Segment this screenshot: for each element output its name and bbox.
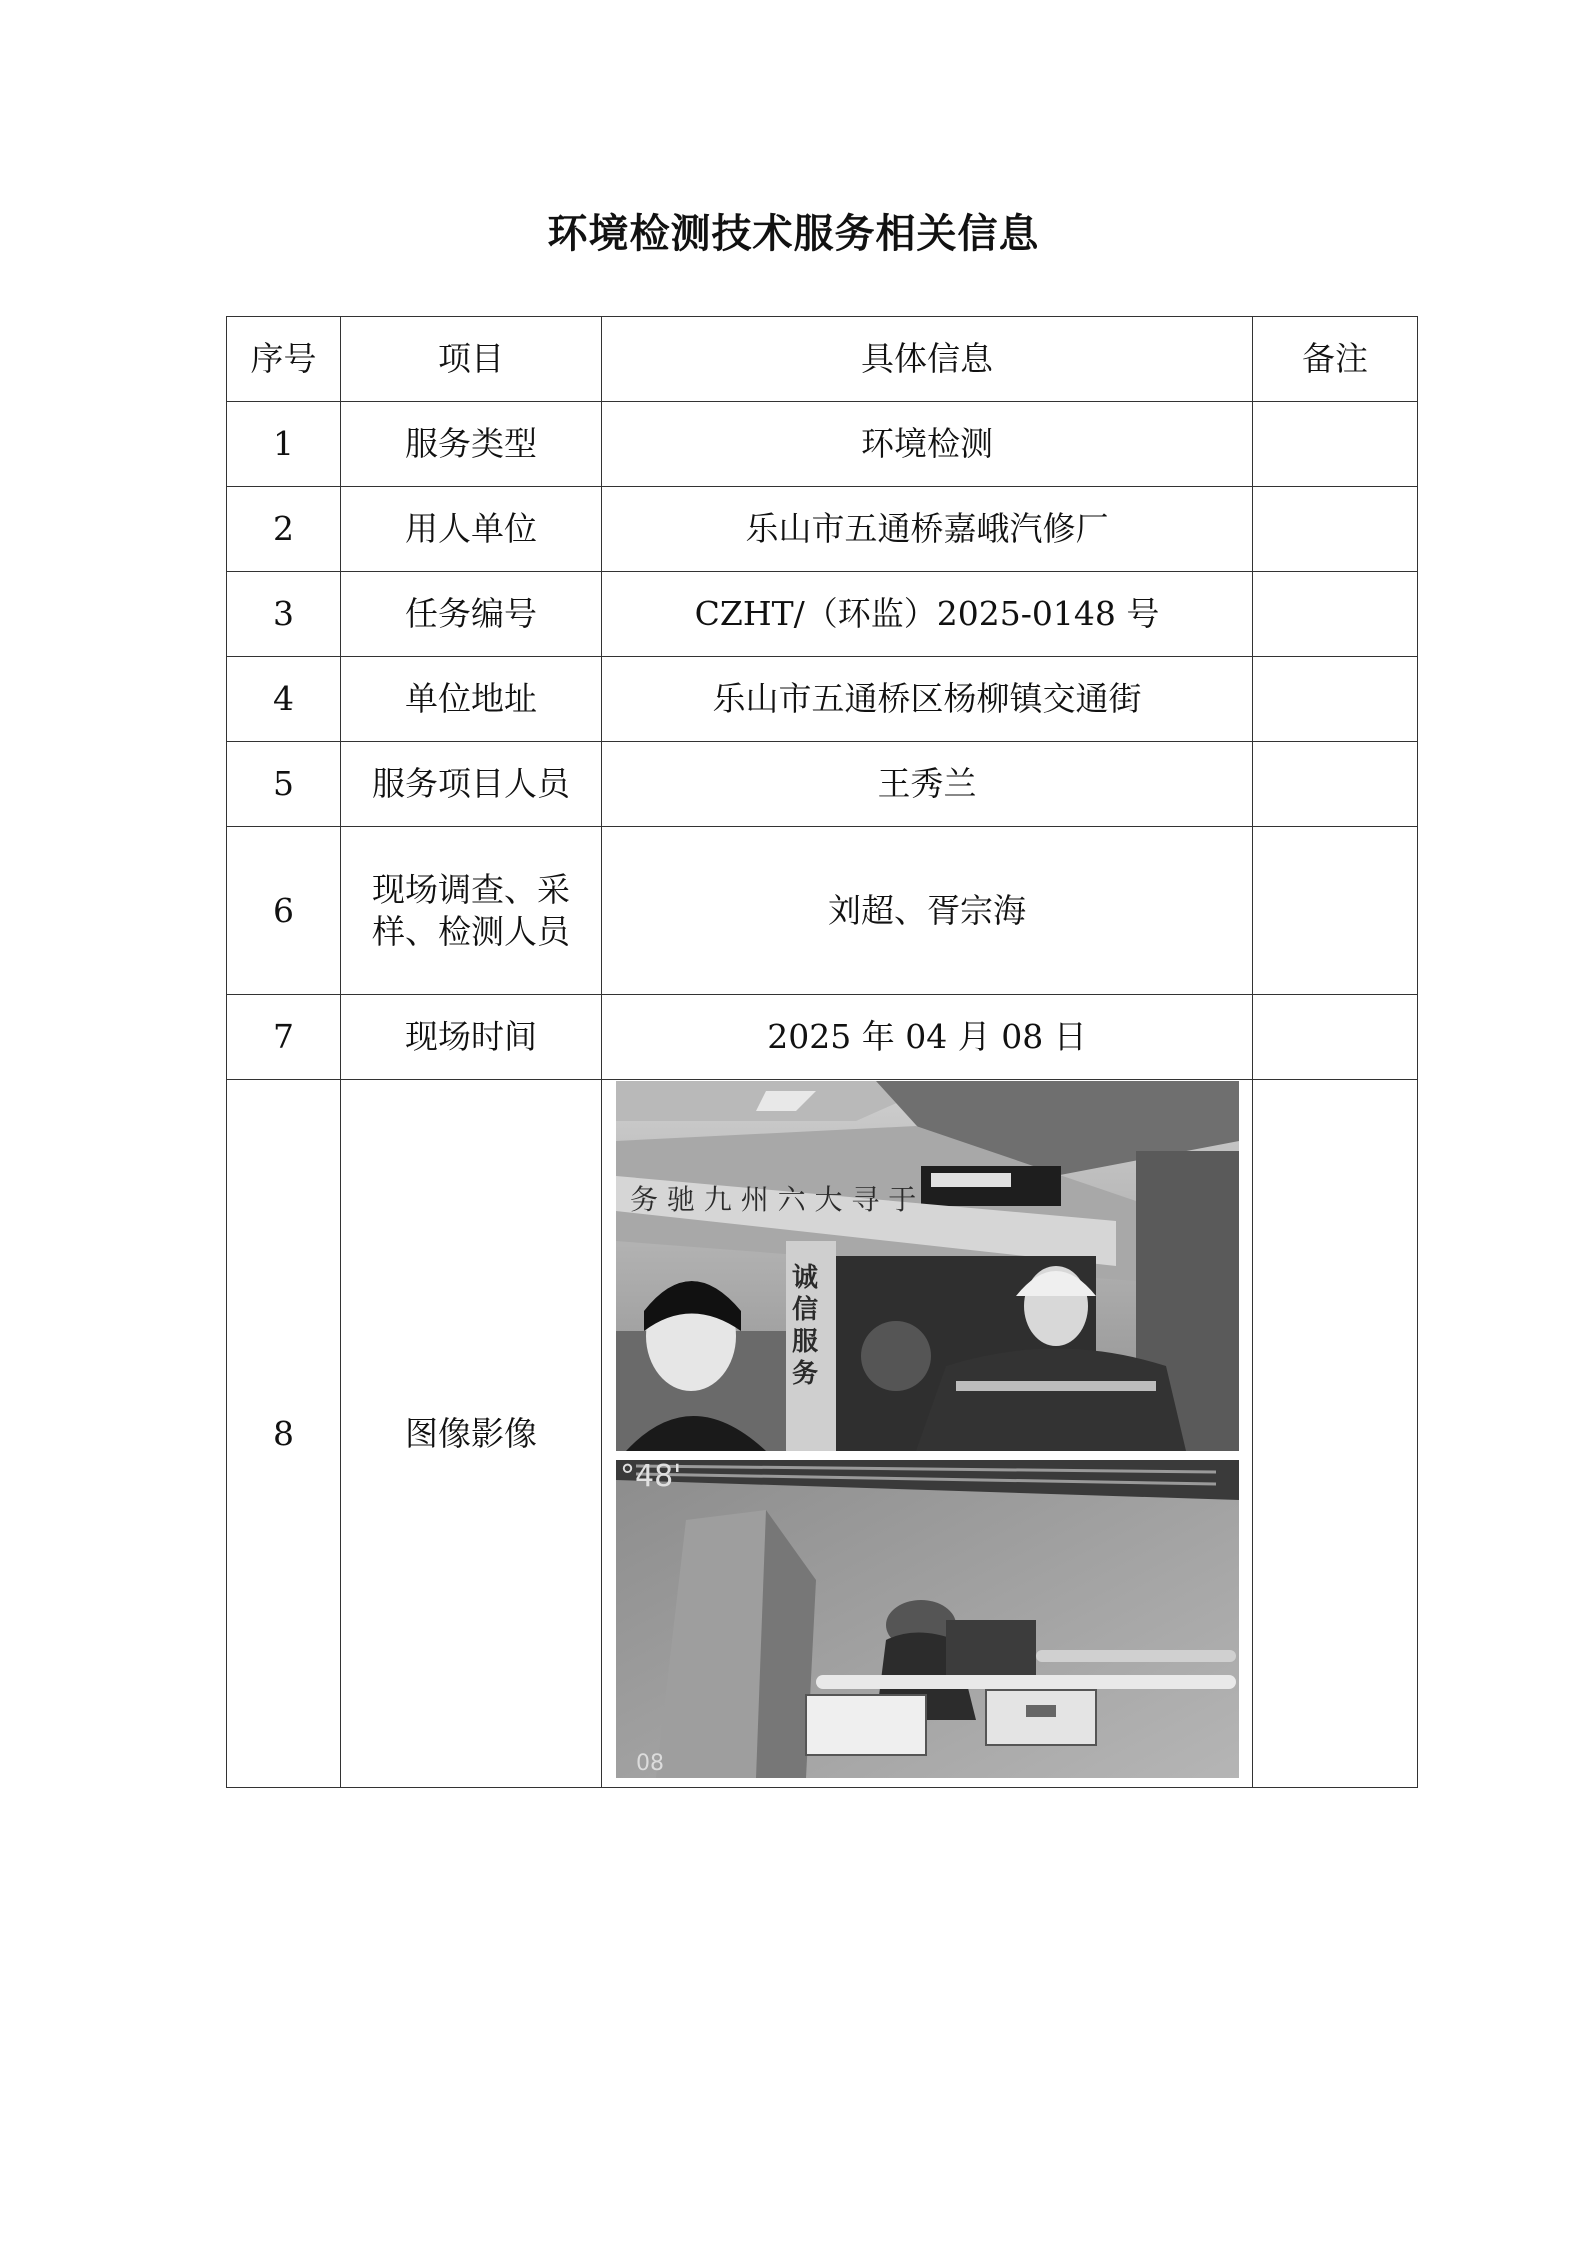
row-seq: 4 bbox=[227, 657, 341, 742]
row-info: 刘超、胥宗海 bbox=[602, 827, 1253, 995]
row-item: 服务类型 bbox=[341, 402, 602, 487]
row-item: 图像影像 bbox=[341, 1080, 602, 1788]
vertical-sign-2: 信 bbox=[791, 1295, 818, 1325]
row-note bbox=[1253, 572, 1418, 657]
row-seq: 1 bbox=[227, 402, 341, 487]
header-info: 具体信息 bbox=[602, 317, 1253, 402]
table-row bbox=[227, 742, 1418, 827]
row-info: 2025 年 04 月 08 日 bbox=[602, 995, 1253, 1080]
table-row bbox=[227, 657, 1418, 742]
row-item: 现场时间 bbox=[341, 995, 602, 1080]
row-note bbox=[1253, 657, 1418, 742]
row-note bbox=[1253, 995, 1418, 1080]
row-seq: 8 bbox=[227, 1080, 341, 1788]
table-row bbox=[227, 827, 1418, 995]
row-info: 乐山市五通桥区杨柳镇交通街 bbox=[602, 657, 1253, 742]
row-item bbox=[341, 827, 602, 995]
row-note bbox=[1253, 402, 1418, 487]
table-row bbox=[227, 487, 1418, 572]
info-table bbox=[226, 316, 1418, 1788]
vertical-sign-4: 务 bbox=[791, 1359, 818, 1389]
site-photo-equipment bbox=[616, 1460, 1239, 1778]
table-row bbox=[227, 1080, 1418, 1788]
row-item: 用人单位 bbox=[341, 487, 602, 572]
banner-text: 务 驰 九 州 六 大 寻 于 bbox=[629, 1183, 916, 1216]
readout-top: °48' bbox=[619, 1460, 681, 1494]
site-photo-storefront bbox=[616, 1081, 1239, 1451]
header-seq: 序号 bbox=[227, 317, 341, 402]
row-seq: 7 bbox=[227, 995, 341, 1080]
table-row bbox=[227, 572, 1418, 657]
header-note: 备注 bbox=[1253, 317, 1418, 402]
row-item: 服务项目人员 bbox=[341, 742, 602, 827]
table-row bbox=[227, 995, 1418, 1080]
row-seq: 5 bbox=[227, 742, 341, 827]
readout-bottom: 08 bbox=[635, 1751, 664, 1776]
row-seq: 3 bbox=[227, 572, 341, 657]
row-info: 乐山市五通桥嘉峨汽修厂 bbox=[602, 487, 1253, 572]
row-note bbox=[1253, 487, 1418, 572]
row-item: 任务编号 bbox=[341, 572, 602, 657]
storefront-photo-graphic bbox=[616, 1081, 1239, 1451]
page-title: 环境检测技术服务相关信息 bbox=[547, 210, 1040, 257]
table-row bbox=[227, 402, 1418, 487]
row-note bbox=[1253, 742, 1418, 827]
row-item: 单位地址 bbox=[341, 657, 602, 742]
row-item-line: 现场调查、采 bbox=[372, 870, 570, 910]
row-note bbox=[1253, 827, 1418, 995]
header-item: 项目 bbox=[341, 317, 602, 402]
row-info: CZHT/（环监）2025-0148 号 bbox=[602, 572, 1253, 657]
row-item-line: 样、检测人员 bbox=[372, 911, 570, 951]
row-seq: 6 bbox=[227, 827, 341, 995]
vertical-sign-3: 服 bbox=[791, 1327, 818, 1357]
row-seq: 2 bbox=[227, 487, 341, 572]
vertical-sign-1: 诚 bbox=[791, 1263, 818, 1293]
photo-stack bbox=[602, 1080, 1252, 1778]
table-header-row bbox=[227, 317, 1418, 402]
row-info: 环境检测 bbox=[602, 402, 1253, 487]
row-info: 王秀兰 bbox=[602, 742, 1253, 827]
row-info-photos bbox=[602, 1080, 1253, 1788]
row-note bbox=[1253, 1080, 1418, 1788]
equipment-photo-graphic bbox=[616, 1460, 1239, 1778]
